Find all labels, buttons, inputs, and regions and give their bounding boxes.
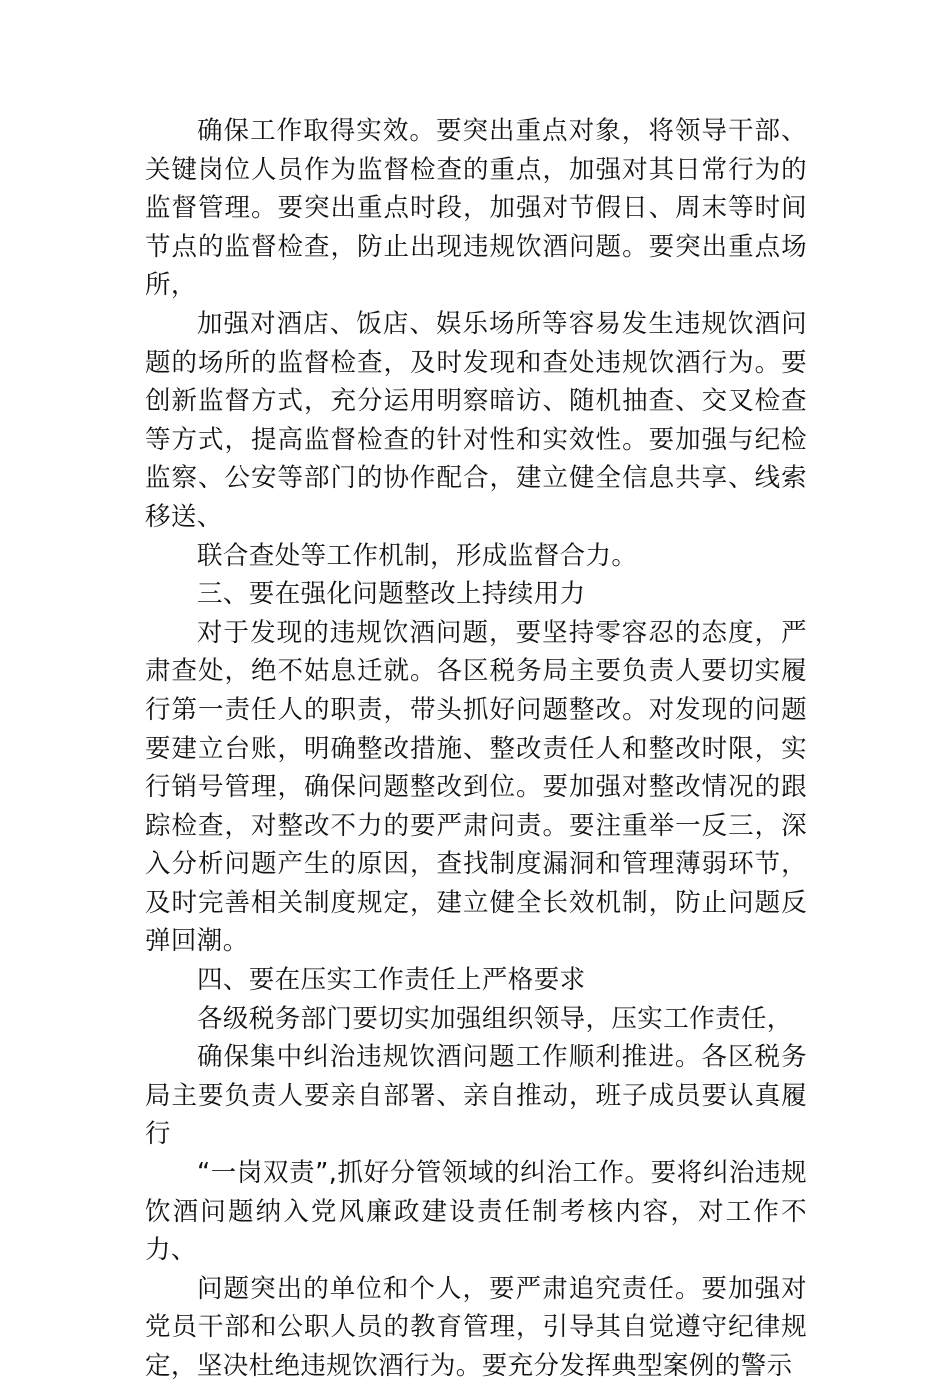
paragraph: 确保集中纠治违规饮酒问题工作顺利推进。各区税务局主要负责人要亲自部署、亲自推动，班子成员要认真履行 <box>145 1042 807 1150</box>
section-heading: 三、要在强化问题整改上持续用力 <box>197 579 586 610</box>
paragraph: 加强对酒店、饭店、娱乐场所等容易发生违规饮酒问题的场所的监督检查，及时发现和查处违规饮酒行为。要创新监督方式，充分运用明察暗访、随机抽查、交叉检查等方式，提高监督检查的针对性和实效性。要加强与纪检监察、公安等部门的协作配合，建立健全信息共享、线索移送、 <box>145 308 807 532</box>
paragraph: 确保工作取得实效。要突出重点对象，将领导干部、关键岗位人员作为监督检查的重点，加强对其日常行为的监督管理。要突出重点时段，加强对节假日、周末等时间节点的监督检查，防止出现违规饮酒问题。要突出重点场所， <box>145 116 807 301</box>
paragraph: 对于发现的违规饮酒问题，要坚持零容忍的态度，严肃查处，绝不姑息迁就。各区税务局主要负责人要切实履行第一责任人的职责，带头抓好问题整改。对发现的问题要建立台账，明确整改措施、整改责任人和整改时限，实行销号管理，确保问题整改到位。要加强对整改情况的跟踪检查，对整改不力的要严肃问责。要注重举一反三，深入分析问题产生的原因，查找制度漏洞和管理薄弱环节，及时完善相关制度规定，建立健全长效机制，防止问题反弹回潮。 <box>145 617 807 957</box>
paragraph: 联合查处等工作机制，形成监督合力。 <box>197 540 638 571</box>
paragraph: 问题突出的单位和个人，要严肃追究责任。要加强对党员干部和公职人员的教育管理，引导其自觉遵守纪律规定，坚决杜绝违规饮酒行为。要充分发挥典型案例的警示 <box>145 1273 807 1381</box>
paragraph: “一岗双责”,抓好分管领域的纠治工作。要将纠治违规饮酒问题纳入党风廉政建设责任制考核内容，对工作不力、 <box>145 1158 807 1266</box>
document-body <box>145 112 807 1386</box>
section-heading: 四、要在压实工作责任上严格要求 <box>197 965 586 996</box>
paragraph: 各级税务部门要切实加强组织领导，压实工作责任， <box>197 1003 793 1034</box>
